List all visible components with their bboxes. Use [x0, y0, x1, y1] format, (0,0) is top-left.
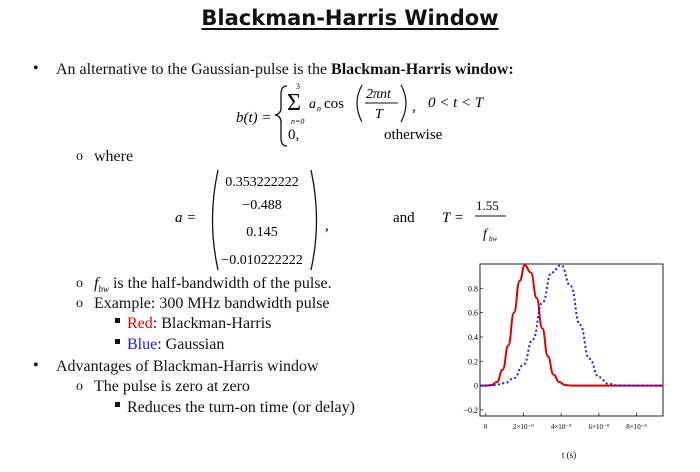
fbw-line — [94, 275, 332, 294]
T-denom: f — [483, 227, 487, 242]
eq-condition: 0 < t < T — [428, 95, 484, 111]
eq-comma: , — [412, 99, 416, 115]
vector-value: −0.010222222 — [221, 253, 303, 268]
bullet-dot: • — [33, 357, 39, 374]
and-word: and — [393, 210, 415, 226]
gaussian-series-line — [480, 265, 663, 385]
paren-left — [357, 85, 362, 122]
sigma-symbol: Σ — [287, 90, 301, 116]
slide-title: Blackman-Harris Window — [201, 6, 499, 30]
sub-bullet-circle: o — [76, 276, 83, 291]
zero-text: The pulse is zero at zero — [94, 378, 250, 395]
blue-line — [127, 336, 224, 354]
vector-paren-left — [213, 170, 219, 270]
bt-equation — [225, 82, 515, 152]
blue-label: Blue — [127, 336, 158, 353]
x-tick-label: 2×10⁻⁹ — [513, 423, 534, 431]
sum-upper: 3 — [296, 82, 300, 91]
left-brace — [275, 86, 287, 146]
frac-denom: T — [375, 107, 383, 122]
frac-numer: 2πnt — [366, 87, 391, 102]
advantages-text: Advantages of Blackman-Harris window — [56, 358, 319, 375]
square-bullet — [115, 318, 120, 323]
sub-bullet-circle: o — [76, 149, 83, 164]
vector-lhs: a = — [175, 210, 197, 226]
x-tick-label: 8×10⁻⁹ — [626, 423, 647, 431]
y-tick-label: 0.4 — [468, 332, 478, 342]
red-label: Red — [127, 315, 153, 332]
fbw-sub: bw — [98, 284, 109, 295]
y-tick-label: 0 — [474, 381, 478, 391]
y-tick-label: −0.2 — [463, 405, 478, 415]
T-denom-sub: bw — [489, 235, 498, 243]
vector-a-equation — [165, 166, 525, 274]
x-tick-label: 6×10⁻⁹ — [588, 423, 610, 431]
T-numer: 1.55 — [476, 198, 499, 213]
x-tick-label: 4×10⁻⁹ — [550, 423, 572, 431]
vector-value: −0.488 — [242, 198, 282, 213]
T-lhs: T = — [442, 210, 464, 226]
y-tick-label: 0.8 — [468, 284, 478, 294]
fbw-text: is the half-bandwidth of the pulse. — [112, 275, 332, 292]
square-bullet — [115, 339, 120, 344]
vector-value: 0.353222222 — [225, 175, 299, 190]
x-tick-label: 0 — [483, 423, 488, 431]
fbw-symbol: f — [94, 275, 99, 292]
vector-value: 0.145 — [246, 225, 278, 240]
where-text: where — [94, 148, 134, 165]
eq-zero: 0, — [288, 127, 300, 143]
blackman-harris-series-line — [480, 265, 663, 385]
vector-comma: , — [325, 218, 329, 234]
cos-label: cos — [324, 96, 344, 112]
an-sub: n — [317, 104, 321, 113]
sub-bullet-circle: o — [76, 379, 83, 394]
bullet-alternative-text: An alternative to the Gaussian-pulse is the — [56, 61, 332, 78]
an-term: a — [309, 97, 316, 112]
red-desc: : Blackman-Harris — [152, 315, 272, 332]
bullet-dot: • — [33, 60, 39, 77]
reduces-text: Reduces the turn-on time (or delay) — [127, 399, 355, 416]
vector-paren-right — [311, 170, 317, 270]
paren-right — [401, 85, 406, 122]
bt-lhs: b(t) = — [236, 110, 272, 126]
blue-desc: : Gaussian — [157, 336, 225, 353]
square-bullet — [115, 402, 120, 407]
sub-bullet-circle: o — [76, 296, 83, 311]
bullet-alternative — [56, 61, 514, 79]
series-layer — [480, 265, 663, 385]
x-axis-label: t (s) — [561, 450, 577, 460]
eq-otherwise: otherwise — [384, 127, 443, 143]
y-tick-label: 0.2 — [468, 357, 478, 367]
y-tick-label: 0.6 — [468, 308, 478, 318]
sum-lower: n=0 — [291, 117, 305, 126]
bullet-alternative-bold: Blackman-Harris window: — [331, 61, 514, 78]
pulse-chart — [455, 262, 667, 466]
example-text: Example: 300 MHz bandwidth pulse — [94, 295, 330, 312]
red-line — [127, 315, 271, 333]
